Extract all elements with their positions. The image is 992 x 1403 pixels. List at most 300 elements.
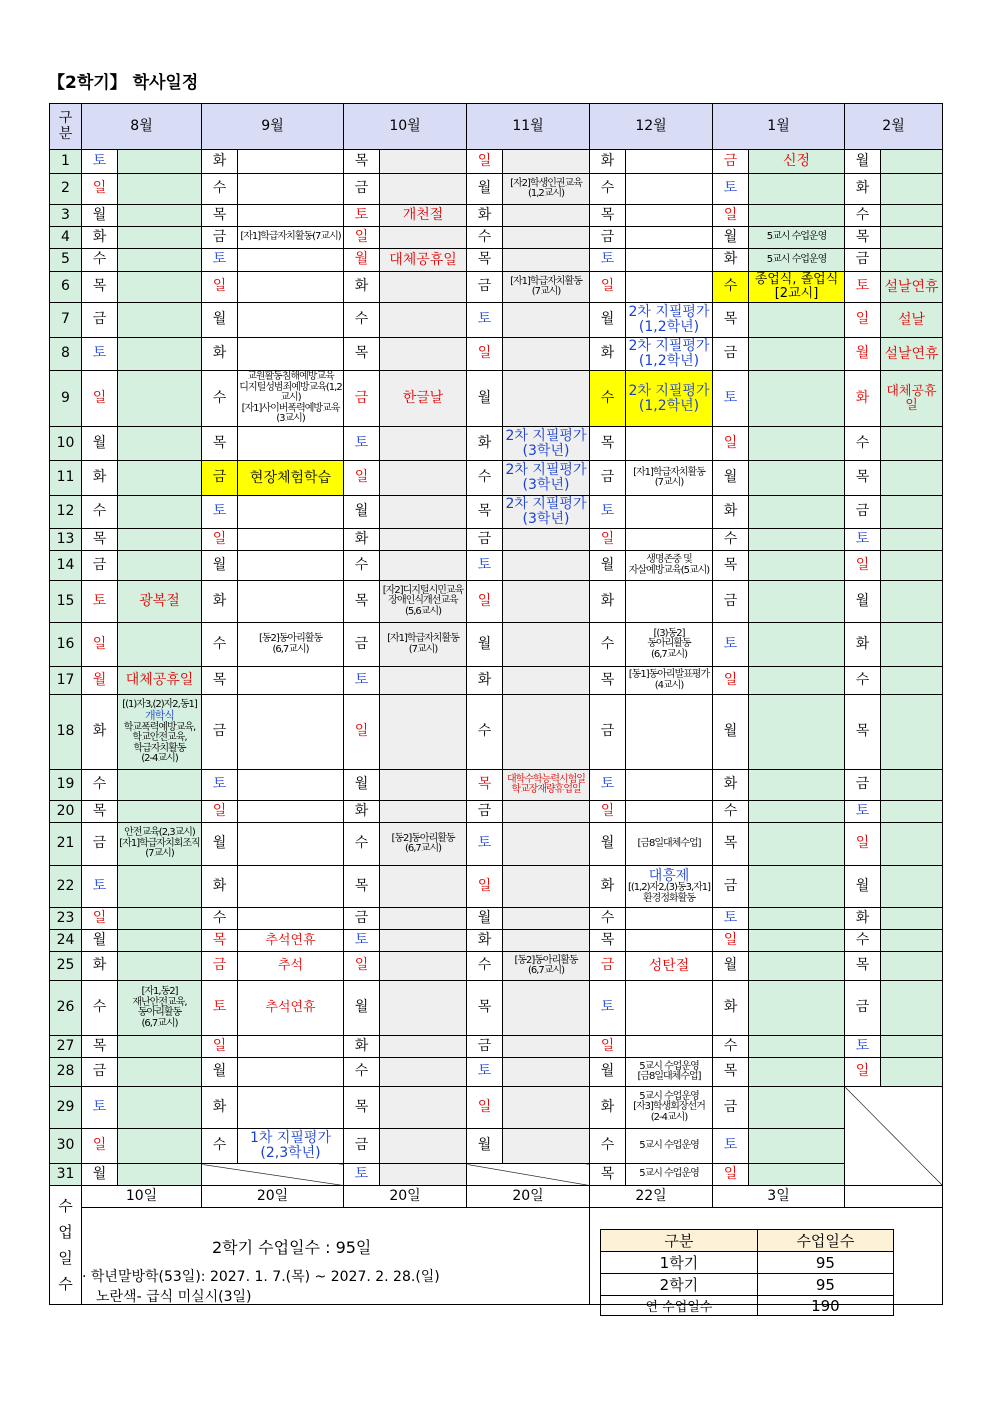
event-cell [380, 303, 467, 338]
day-row [50, 427, 943, 461]
event-line: [(1)자3,(2)자2,동1] [122, 698, 197, 710]
event-cell [881, 866, 943, 908]
day-row [50, 581, 943, 623]
event-cell [380, 461, 467, 496]
day-number: 4 [50, 227, 82, 249]
day-row [50, 952, 943, 981]
event-cell [380, 667, 467, 695]
weekday-cell: 화 [713, 249, 749, 272]
event-cell [238, 695, 344, 770]
day-number: 30 [50, 1129, 82, 1164]
summary-row-value: 95 [757, 1252, 893, 1274]
day-row [50, 174, 943, 205]
event-cell [881, 529, 943, 551]
event-cell [881, 249, 943, 272]
event-cell: 신정 [749, 150, 845, 174]
weekday-cell: 월 [344, 981, 380, 1036]
event-cell [118, 427, 202, 461]
event-cell [118, 623, 202, 667]
empty-slash-cell [202, 1164, 344, 1186]
event-cell [380, 695, 467, 770]
month-class-days: 20일 [202, 1186, 344, 1208]
event-cell [118, 801, 202, 823]
weekday-cell: 목 [590, 930, 626, 952]
day-number: 6 [50, 272, 82, 303]
weekday-cell: 월 [713, 695, 749, 770]
weekday-cell: 목 [590, 667, 626, 695]
weekday-cell: 일 [82, 174, 118, 205]
weekday-cell: 목 [82, 529, 118, 551]
event-cell [749, 770, 845, 801]
weekday-cell: 화 [713, 496, 749, 529]
weekday-cell: 토 [202, 770, 238, 801]
day-number: 3 [50, 205, 82, 227]
event-cell [238, 667, 344, 695]
event-cell [749, 581, 845, 623]
event-cell: 2차 지필평가 (1,2학년) [626, 371, 713, 427]
weekday-cell: 토 [590, 249, 626, 272]
event-cell: 광복절 [118, 581, 202, 623]
event-cell: 5교시 수업운영 [626, 1164, 713, 1186]
summary-row-label: 2학기 [601, 1274, 758, 1296]
day-number: 9 [50, 371, 82, 427]
weekday-cell: 금 [202, 461, 238, 496]
summary-row-label: 연 수업일수 [601, 1296, 758, 1316]
weekday-cell: 목 [713, 551, 749, 581]
academic-calendar-table [49, 103, 943, 1305]
day-number: 12 [50, 496, 82, 529]
month-header: 8월 [82, 104, 202, 150]
page-title: 【2학기】 학사일정 [48, 73, 199, 93]
weekday-cell: 수 [202, 371, 238, 427]
weekday-cell: 월 [202, 823, 238, 866]
event-cell [749, 174, 845, 205]
event-cell [380, 770, 467, 801]
event-cell [118, 371, 202, 427]
day-row [50, 770, 943, 801]
weekday-cell: 토 [344, 205, 380, 227]
weekday-cell: 수 [713, 529, 749, 551]
event-cell [503, 866, 590, 908]
weekday-cell: 일 [467, 150, 503, 174]
event-cell [118, 461, 202, 496]
event-line: 학급자치활동 [133, 742, 186, 754]
event-cell [238, 205, 344, 227]
class-days-row [50, 1186, 943, 1208]
weekday-cell: 금 [590, 695, 626, 770]
event-cell [881, 623, 943, 667]
day-number: 13 [50, 529, 82, 551]
event-cell: [금8일대체수업] [626, 823, 713, 866]
weekday-cell: 목 [202, 930, 238, 952]
event-cell [626, 801, 713, 823]
weekday-cell: 수 [590, 1129, 626, 1164]
event-cell [881, 952, 943, 981]
weekday-cell: 수 [344, 1058, 380, 1087]
weekday-cell: 수 [344, 823, 380, 866]
weekday-cell: 화 [467, 930, 503, 952]
event-cell [118, 529, 202, 551]
weekday-cell: 월 [845, 866, 881, 908]
event-cell [749, 338, 845, 371]
weekday-cell: 화 [82, 952, 118, 981]
weekday-cell: 화 [202, 1087, 238, 1129]
month-header: 11월 [467, 104, 590, 150]
weekday-cell: 수 [713, 272, 749, 303]
weekday-cell: 목 [467, 249, 503, 272]
event-cell [380, 908, 467, 930]
event-cell [380, 1129, 467, 1164]
day-row [50, 371, 943, 427]
event-cell [503, 823, 590, 866]
event-cell [118, 866, 202, 908]
weekday-cell: 토 [467, 551, 503, 581]
event-cell [749, 623, 845, 667]
weekday-cell: 목 [845, 695, 881, 770]
day-number: 2 [50, 174, 82, 205]
weekday-cell: 수 [845, 667, 881, 695]
weekday-cell: 수 [845, 205, 881, 227]
weekday-cell: 화 [344, 272, 380, 303]
event-cell: 개천절 [380, 205, 467, 227]
weekday-cell: 수 [590, 371, 626, 427]
event-cell [503, 1087, 590, 1129]
day-number: 31 [50, 1164, 82, 1186]
weekday-cell: 월 [467, 1129, 503, 1164]
day-number: 18 [50, 695, 82, 770]
event-cell [238, 866, 344, 908]
event-cell [238, 303, 344, 338]
event-cell [380, 1036, 467, 1058]
weekday-cell: 월 [82, 667, 118, 695]
event-cell [503, 529, 590, 551]
event-line: 대흥제 [648, 867, 690, 884]
day-row [50, 150, 943, 174]
month-class-days: 3일 [713, 1186, 845, 1208]
event-cell: 2차 지필평가 (3학년) [503, 427, 590, 461]
weekday-cell: 월 [590, 1058, 626, 1087]
event-cell [118, 908, 202, 930]
weekday-cell: 금 [344, 623, 380, 667]
weekday-cell: 금 [82, 551, 118, 581]
event-cell [503, 227, 590, 249]
weekday-cell: 금 [344, 908, 380, 930]
weekday-cell: 일 [713, 427, 749, 461]
event-cell [626, 1036, 713, 1058]
event-cell [380, 496, 467, 529]
weekday-cell: 월 [202, 303, 238, 338]
day-number: 11 [50, 461, 82, 496]
weekday-cell: 토 [467, 303, 503, 338]
event-cell: [자1]학급자치활동 (7교시) [380, 623, 467, 667]
month-class-days: 20일 [344, 1186, 467, 1208]
event-cell [881, 1036, 943, 1058]
day-row [50, 866, 943, 908]
weekday-cell: 화 [845, 623, 881, 667]
month-class-days: 20일 [467, 1186, 590, 1208]
weekday-cell: 토 [713, 1129, 749, 1164]
weekday-cell: 금 [82, 303, 118, 338]
weekday-cell: 목 [202, 667, 238, 695]
event-cell [118, 695, 202, 770]
day-number: 14 [50, 551, 82, 581]
semester-days-total: 2학기 수업일수 : 95일 [212, 1238, 372, 1257]
day-number: 23 [50, 908, 82, 930]
weekday-cell: 수 [713, 1036, 749, 1058]
weekday-cell: 월 [202, 551, 238, 581]
event-cell [749, 427, 845, 461]
weekday-cell: 금 [713, 150, 749, 174]
weekday-cell: 일 [202, 1036, 238, 1058]
event-line: (2-4교시) [141, 753, 178, 764]
month-header: 9월 [202, 104, 344, 150]
weekday-cell: 토 [467, 1058, 503, 1087]
weekday-cell: 수 [202, 623, 238, 667]
month-class-days: 10일 [82, 1186, 202, 1208]
weekday-cell: 토 [202, 249, 238, 272]
weekday-cell: 수 [82, 770, 118, 801]
weekday-cell: 목 [467, 496, 503, 529]
event-cell [749, 1129, 845, 1164]
weekday-cell: 금 [845, 249, 881, 272]
event-cell [118, 1164, 202, 1186]
day-number: 28 [50, 1058, 82, 1087]
event-cell: 2차 지필평가 (1,2학년) [626, 303, 713, 338]
event-cell [881, 205, 943, 227]
weekday-cell: 수 [845, 427, 881, 461]
weekday-cell: 화 [590, 581, 626, 623]
day-row [50, 303, 943, 338]
event-cell [626, 174, 713, 205]
semester-summary [82, 1221, 542, 1319]
event-cell [626, 496, 713, 529]
day-row [50, 823, 943, 866]
weekday-cell: 목 [590, 427, 626, 461]
weekday-cell: 일 [713, 1164, 749, 1186]
weekday-cell: 화 [845, 174, 881, 205]
weekday-cell: 화 [590, 866, 626, 908]
event-cell [118, 150, 202, 174]
event-cell [626, 529, 713, 551]
weekday-cell: 토 [82, 150, 118, 174]
event-cell [118, 272, 202, 303]
weekday-cell: 월 [467, 623, 503, 667]
event-line: 개학식 [145, 709, 174, 722]
winter-break-note: · 학년말방학(53일): 2027. 1. 7.(목) ~ 2027. 2. 28.(일) [82, 1269, 440, 1285]
day-row [50, 908, 943, 930]
event-cell [749, 801, 845, 823]
day-row [50, 981, 943, 1036]
weekday-cell: 수 [82, 981, 118, 1036]
month-header: 2월 [845, 104, 943, 150]
weekday-cell: 목 [590, 205, 626, 227]
event-cell [380, 227, 467, 249]
event-cell [749, 1058, 845, 1087]
event-cell [380, 551, 467, 581]
event-cell [626, 930, 713, 952]
event-line: 학교안전교육, [132, 732, 187, 743]
event-cell [380, 1058, 467, 1087]
weekday-cell: 금 [344, 1129, 380, 1164]
weekday-cell: 수 [202, 908, 238, 930]
weekday-cell: 화 [202, 150, 238, 174]
summary-row-label: 1학기 [601, 1252, 758, 1274]
event-cell [749, 529, 845, 551]
day-row [50, 623, 943, 667]
weekday-cell: 토 [845, 272, 881, 303]
weekday-cell: 화 [82, 695, 118, 770]
event-cell [881, 174, 943, 205]
event-cell [749, 1087, 845, 1129]
event-cell [881, 667, 943, 695]
event-cell [626, 581, 713, 623]
weekday-cell: 월 [845, 150, 881, 174]
event-cell [749, 667, 845, 695]
event-cell: 한글날 [380, 371, 467, 427]
event-cell: [자1]학급자치활동(7교시) [238, 227, 344, 249]
event-cell [238, 249, 344, 272]
weekday-cell: 일 [845, 1058, 881, 1087]
event-cell [380, 338, 467, 371]
weekday-cell: 토 [590, 496, 626, 529]
event-cell [118, 249, 202, 272]
event-cell: 대체공휴일 [118, 667, 202, 695]
event-cell: 2차 지필평가 (3학년) [503, 461, 590, 496]
weekday-cell: 금 [202, 952, 238, 981]
day-number: 17 [50, 667, 82, 695]
weekday-cell: 금 [713, 338, 749, 371]
event-cell [238, 801, 344, 823]
day-number: 21 [50, 823, 82, 866]
weekday-cell: 토 [713, 623, 749, 667]
weekday-cell: 목 [82, 1036, 118, 1058]
event-cell: 현장체험학습 [238, 461, 344, 496]
event-line: 환경정화활동 [643, 892, 695, 904]
weekday-cell: 금 [845, 981, 881, 1036]
event-cell: 5교시 수업운영 [626, 1129, 713, 1164]
weekday-cell: 토 [82, 581, 118, 623]
weekday-cell: 수 [467, 227, 503, 249]
event-cell [380, 1164, 467, 1186]
summary-row-value: 95 [757, 1274, 893, 1296]
event-cell [380, 930, 467, 952]
day-row [50, 1164, 943, 1186]
weekday-cell: 토 [344, 667, 380, 695]
weekday-cell: 금 [82, 1058, 118, 1087]
weekday-cell: 금 [344, 174, 380, 205]
weekday-cell: 월 [82, 930, 118, 952]
no-meal-note: 노란색- 급식 미실시(3일) [96, 1289, 252, 1305]
day-number: 22 [50, 866, 82, 908]
weekday-cell: 일 [82, 371, 118, 427]
event-cell [503, 205, 590, 227]
weekday-cell: 화 [713, 770, 749, 801]
event-cell: [자2]디지털시민교육 장애인식개선교육 (5,6교시) [380, 581, 467, 623]
event-cell: 대학수학능력시험일 학교장재량휴업일 [503, 770, 590, 801]
summary-header-days: 수업일수 [757, 1230, 893, 1252]
event-cell [881, 150, 943, 174]
event-cell [626, 908, 713, 930]
event-cell [503, 371, 590, 427]
event-cell [118, 1087, 202, 1129]
event-cell: 설날 [881, 303, 943, 338]
event-cell [749, 930, 845, 952]
weekday-cell: 월 [713, 227, 749, 249]
weekday-cell: 목 [845, 461, 881, 496]
weekday-cell: 목 [344, 1087, 380, 1129]
event-cell: [동2]동아리활동 (6,7교시) [238, 623, 344, 667]
event-cell [118, 770, 202, 801]
event-cell: 5교시 수업운영 [749, 227, 845, 249]
event-cell [238, 150, 344, 174]
weekday-cell: 일 [845, 303, 881, 338]
event-cell [749, 205, 845, 227]
weekday-cell: 토 [845, 801, 881, 823]
day-number: 27 [50, 1036, 82, 1058]
weekday-cell: 금 [590, 461, 626, 496]
day-row [50, 667, 943, 695]
weekday-cell: 월 [713, 461, 749, 496]
weekday-cell: 일 [82, 908, 118, 930]
event-cell [881, 695, 943, 770]
event-cell [626, 695, 713, 770]
day-row [50, 1087, 943, 1129]
weekday-cell: 금 [202, 695, 238, 770]
day-number: 8 [50, 338, 82, 371]
weekday-cell: 수 [590, 174, 626, 205]
weekday-cell: 월 [82, 427, 118, 461]
event-cell [749, 461, 845, 496]
event-cell [503, 623, 590, 667]
event-cell [503, 667, 590, 695]
event-cell [626, 150, 713, 174]
weekday-cell: 토 [590, 981, 626, 1036]
event-cell: [자1]학급자치활동 (7교시) [626, 461, 713, 496]
day-number: 24 [50, 930, 82, 952]
day-row [50, 461, 943, 496]
weekday-cell: 목 [344, 150, 380, 174]
weekday-cell: 화 [845, 371, 881, 427]
event-cell [881, 981, 943, 1036]
day-row [50, 1058, 943, 1087]
event-cell [503, 1036, 590, 1058]
event-cell: 대체공휴일 [380, 249, 467, 272]
class-days-summary-table [600, 1229, 894, 1316]
weekday-cell: 수 [344, 303, 380, 338]
weekday-cell: 일 [845, 551, 881, 581]
event-cell [503, 303, 590, 338]
weekday-cell: 토 [82, 1087, 118, 1129]
weekday-cell: 월 [590, 551, 626, 581]
event-cell [749, 1164, 845, 1186]
event-cell: 추석 [238, 952, 344, 981]
weekday-cell: 목 [82, 272, 118, 303]
event-cell [503, 1129, 590, 1164]
event-cell [749, 952, 845, 981]
event-cell [118, 551, 202, 581]
weekday-cell: 화 [202, 866, 238, 908]
weekday-cell: 금 [344, 371, 380, 427]
event-cell: 종업식, 졸업식 [2교시] [749, 272, 845, 303]
event-cell [118, 930, 202, 952]
weekday-cell: 화 [344, 801, 380, 823]
weekday-cell: 토 [202, 496, 238, 529]
event-cell [626, 272, 713, 303]
weekday-cell: 화 [590, 1087, 626, 1129]
weekday-cell: 화 [344, 1036, 380, 1058]
event-cell: 설날연휴 [881, 272, 943, 303]
event-cell [380, 272, 467, 303]
